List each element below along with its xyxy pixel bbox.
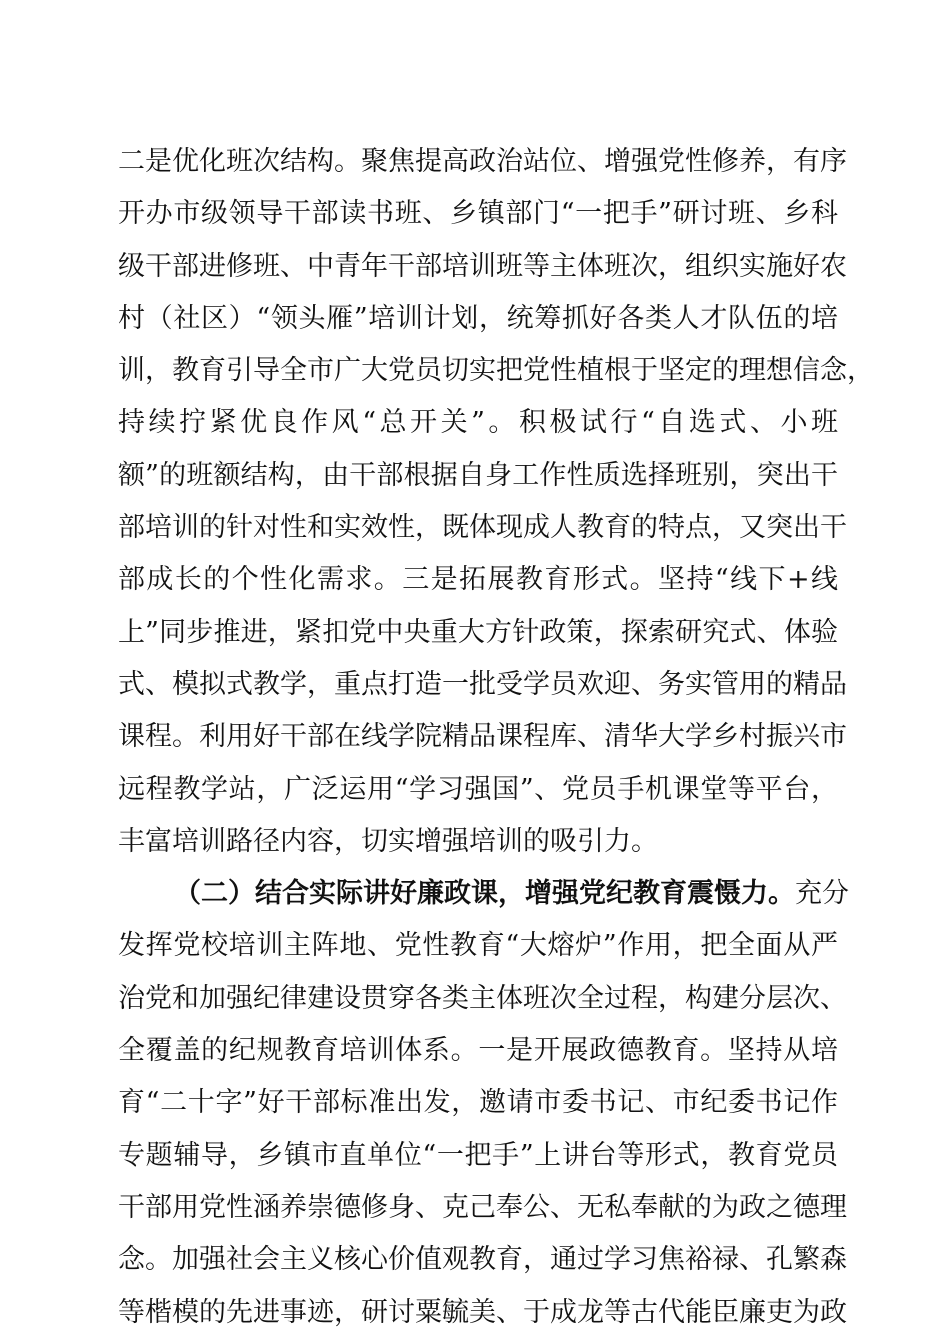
paragraph-2-first-line-rest: 充分 [795,878,849,910]
paragraph-1-line: 村（社区）“领头雁”培训计划，统筹抓好各类人才队伍的培 [118,302,838,334]
paragraph-2-line: 治党和加强纪律建设贯穿各类主体班次全过程，构建分层次、 [118,982,847,1014]
paragraph-2-line: 全覆盖的纪规教育培训体系。一是开展政德教育。坚持从培 [118,1035,838,1067]
paragraph-1-line: 二是优化班次结构。聚焦提高政治站位、增强党性修养，有序 [118,146,847,177]
paragraph-1-line: 部成长的个性化需求。三是拓展教育形式。坚持“线下+线 [118,564,838,596]
paragraph-2-line: 等楷模的先进事迹，研讨粟毓美、于成龙等古代能臣廉吏为政 [118,1296,847,1328]
paragraph-1-line: 级干部进修班、中青年干部培训班等主体班次，组织实施好农 [118,250,847,282]
section-heading: （二）结合实际讲好廉政课，增强党纪教育震慑力。 [174,878,795,910]
paragraph-2-line: 育“二十字”好干部标准出发，邀请市委书记、市纪委书记作 [118,1087,838,1119]
paragraph-1-line: 开办市级领导干部读书班、乡镇部门“一把手”研讨班、乡科 [118,198,838,230]
paragraph-1-line: 持续拧紧优良作风“总开关”。积极试行“自选式、小班 [118,407,838,439]
paragraph-1-line: 远程教学站，广泛运用“学习强国”、党员手机课堂等平台， [118,773,838,805]
paragraph-2-line: 干部用党性涵养崇德修身、克己奉公、无私奉献的为政之德理 [118,1191,847,1223]
paragraph-1-line: 上”同步推进，紧扣党中央重大方针政策，探索研究式、体验 [118,616,838,648]
paragraph-2-first-line [118,868,849,920]
paragraph-1-line: 丰富培训路径内容，切实增强培训的吸引力。 [118,825,658,857]
paragraph-1-line: 训，教育引导全市广大党员切实把党性植根于坚定的理想信念， [118,355,874,387]
paragraph-2-line: 专题辅导，乡镇市直单位“一把手”上讲台等形式，教育党员 [118,1139,838,1171]
paragraph-2-line: 念。加强社会主义核心价值观教育，通过学习焦裕禄、孔繁森 [118,1244,847,1276]
paragraph-2-line: 发挥党校培训主阵地、党性教育“大熔炉”作用，把全面从严 [118,930,838,962]
paragraph-1-line: 额”的班额结构，由干部根据自身工作性质选择班别，突出干 [118,459,838,491]
body-text [118,136,874,1339]
paragraph-1-line: 课程。利用好干部在线学院精品课程库、清华大学乡村振兴市 [118,721,847,753]
paragraph-1-line: 式、模拟式教学，重点打造一批受学员欢迎、务实管用的精品 [118,668,847,700]
paragraph-1-line: 部培训的针对性和实效性，既体现成人教育的特点，又突出干 [118,512,847,544]
